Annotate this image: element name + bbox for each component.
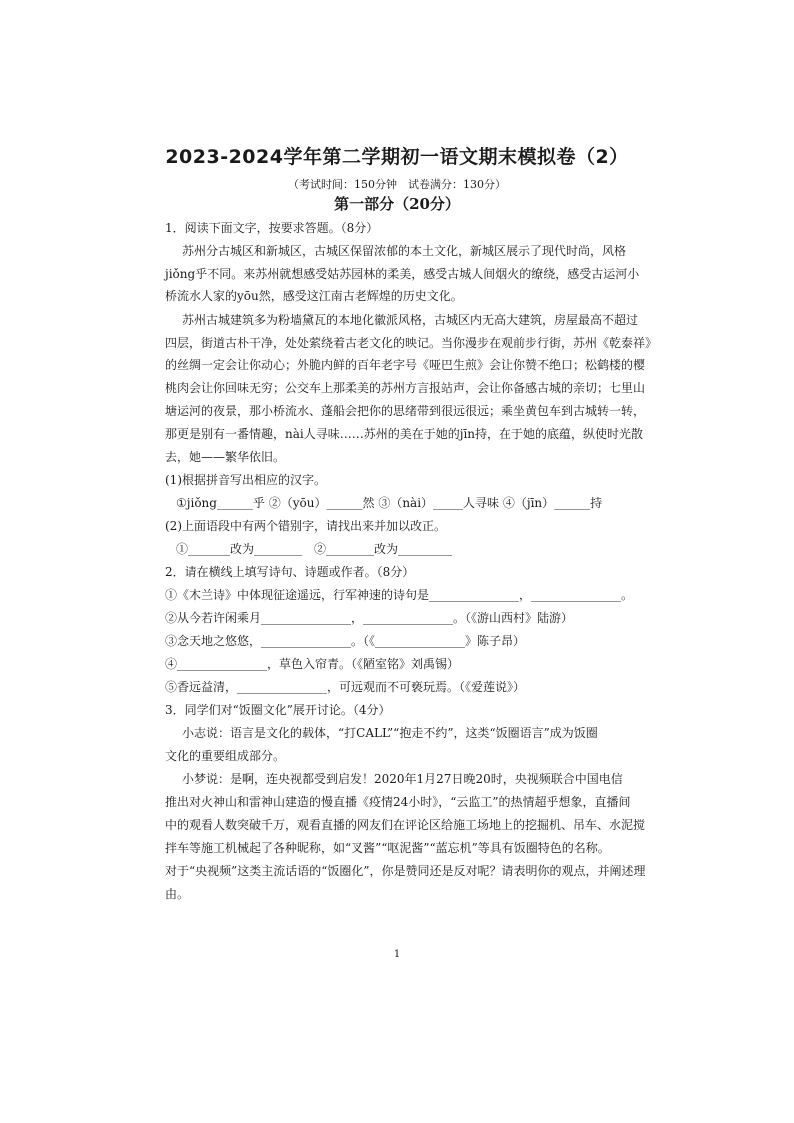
poem-item: ②从今若许闲乘月_______________，_______________。（《游山西村》陆游） — [165, 611, 574, 625]
passage-line: 推出对火神山和雷神山建造的慢直播《疫情24小时》，“云监工”的热情超乎想象，直播间 — [165, 795, 631, 809]
passage-line: 那更是别有一番情趣，nài人寻味……苏州的美在于她的jīn持，在于她的底蕴，纵使时光散 — [165, 427, 644, 441]
sub-question-1: (1)根据拼音写出相应的汉字。 — [165, 473, 326, 487]
part-heading: 第一部分（20分） — [334, 195, 460, 213]
passage-line: 的丝绸一定会让你动心；外脆内鲜的百年老字号《哑巴生煎》会让你赞不绝口；松鹤楼的樱 — [165, 358, 646, 372]
poem-item: ⑤香远益清，_______________，可远观而不可亵玩焉。（《爱莲说》） — [165, 680, 526, 694]
passage-line: 小志说：语言是文化的载体，“打CALL”“抱走不约”，这类“饭圈语言”成为饭圈 — [182, 726, 598, 740]
passage-line: 拌车等施工机械起了各种昵称，如“叉酱”“呕泥酱”“蓝忘机”等具有饭圈特色的名称。 — [165, 841, 610, 855]
question-1-stem: 1．阅读下面文字，按要求答题。（8分） — [165, 221, 379, 235]
question-3-stem: 3．同学们对“饭圈文化”展开讨论。（4分） — [165, 703, 391, 717]
passage-line: 苏州分古城区和新城区，古城区保留浓郁的本土文化，新城区展示了现代时尚，风格 — [182, 244, 627, 258]
page-number: 1 — [393, 949, 401, 960]
sub-question-2: (2)上面语段中有两个错别字，请找出来并加以改正。 — [165, 519, 447, 533]
question-2-stem: 2．请在横线上填写诗句、诗题或作者。（8分） — [165, 565, 415, 579]
poem-item: ③念天地之悠悠，_______________。（《_______________》陈子昂） — [165, 634, 526, 648]
poem-item: ④_______________，草色入帘青。（《陋室铭》刘禹锡） — [165, 657, 460, 671]
question-3-prompt: 对于“央视频”这类主流话语的“饭圈化”，你是赞同还是反对呢？请表明你的观点，并阐述理 — [165, 864, 646, 878]
answer-blanks-pinyin: ①jiǒng______乎 ②（yōu）______然 ③（nài）_____人寻味 ④（jīn）______持 — [176, 496, 603, 510]
passage-line: 苏州古城建筑多为粉墙黛瓦的本地化徽派风格，古城区内无高大建筑，房屋最高不超过 — [182, 313, 639, 327]
passage-line: jiǒng乎不同。来苏州就想感受姑苏园林的柔美，感受古城人间烟火的缭绕，感受古运河小 — [165, 267, 640, 281]
exam-title: 2023-2024学年第二学期初一语文期末模拟卷（2） — [165, 146, 629, 168]
passage-line: 四层，街道古朴干净，处处萦绕着古老文化的映记。当你漫步在观前步行街，苏州《乾泰祥》 — [165, 336, 658, 350]
passage-line: 文化的重要组成部分。 — [165, 749, 286, 763]
answer-blanks-typos: ①_______改为________ ②________改为_________ — [176, 542, 453, 556]
exam-subtitle: （考试时间：150分钟 试卷满分：130分） — [288, 178, 506, 191]
question-3-prompt: 由。 — [165, 887, 190, 901]
passage-line: 小梦说：是啊，连央视都受到启发！2020年1月27日晚20时，央视频联合中国电信 — [182, 772, 623, 786]
passage-line: 桥流水人家的yōu然，感受这江南古老辉煌的历史文化。 — [165, 289, 463, 303]
poem-item: ①《木兰诗》中体现征途遥远，行军神速的诗句是_______________，_______________。 — [165, 588, 634, 602]
passage-line: 中的观看人数突破千万，观看直播的网友们在评论区给施工场地上的挖掘机、吊车、水泥搅 — [165, 818, 646, 832]
passage-line: 塘运河的夜景，那小桥流水、蓬船会把你的思绪带到很远很远；乘坐黄包车到古城转一转， — [165, 404, 646, 418]
passage-line: 桃肉会让你回味无穷；公交车上那柔美的苏州方言报站声，会让你备感古城的亲切；七里山 — [165, 381, 646, 395]
passage-line: 去，她——繁华依旧。 — [165, 450, 286, 464]
